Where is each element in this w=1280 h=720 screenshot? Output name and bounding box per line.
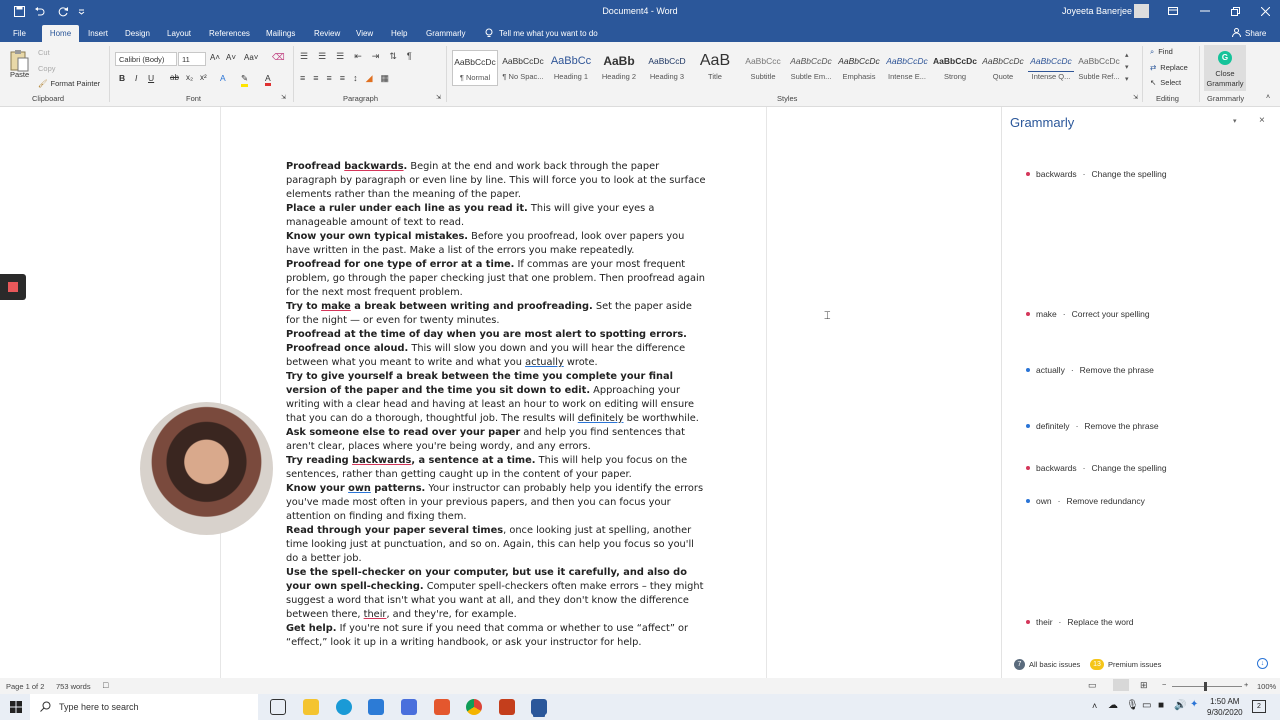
select-button[interactable] xyxy=(1150,78,1181,87)
subscript-icon[interactable]: x₂ xyxy=(186,73,194,82)
bold-text: Know your own typical mistakes. xyxy=(286,231,469,242)
superscript-icon[interactable]: x² xyxy=(200,73,207,82)
style-name: Strong xyxy=(943,72,967,81)
paragraph xyxy=(286,230,706,258)
paragraph-group-label: Paragraph xyxy=(343,94,379,103)
copy-button[interactable]: Copy xyxy=(38,64,56,73)
body-text: If you're not sure if you need that comma or whether to use “affect” or “effect,” look it up in a writing handbook, or ask your instructor for help. xyxy=(286,623,689,648)
bold-button[interactable]: B xyxy=(119,73,126,83)
paragraph xyxy=(286,342,706,370)
network-icon[interactable]: ■ xyxy=(1158,700,1165,711)
multilevel-list-icon[interactable]: ☰ xyxy=(336,51,345,61)
severity-dot xyxy=(1026,424,1030,428)
proofing-icon[interactable]: □ xyxy=(103,680,109,690)
tab-home[interactable]: Home xyxy=(42,25,79,42)
severity-dot xyxy=(1026,499,1030,503)
status-bar xyxy=(0,678,1280,694)
paragraph-row-1 xyxy=(300,51,412,62)
page-left-edge xyxy=(220,107,221,678)
paragraph xyxy=(286,300,706,328)
style-quote[interactable] xyxy=(980,50,1026,86)
align-left-icon[interactable]: ≡ xyxy=(300,73,306,83)
paragraph xyxy=(286,202,706,230)
suggestion-word: backwards xyxy=(1036,169,1077,179)
replace-button[interactable] xyxy=(1150,63,1188,72)
scroll-down-icon[interactable]: ↓ xyxy=(1257,658,1268,669)
customize-icon[interactable] xyxy=(76,4,86,18)
font-name-select[interactable]: Calibri (Body) xyxy=(115,52,177,66)
style-sample: AaBbCcc xyxy=(745,56,781,66)
body-text: Approaching your writing with a clear head and having at least an hour to work on editing will ensure that you can do a thorough, thoughtful job. The results will xyxy=(286,385,695,424)
justify-icon[interactable]: ≡ xyxy=(339,73,346,83)
style-title[interactable] xyxy=(692,50,738,86)
suggestion-card[interactable] xyxy=(1026,463,1167,473)
bold-text: Ask someone else to read over your paper xyxy=(286,427,521,438)
restore-icon[interactable] xyxy=(1228,4,1242,18)
style-sample: AaBbCcDc xyxy=(454,57,496,67)
divider xyxy=(1199,46,1200,102)
file-explorer-icon[interactable] xyxy=(303,699,319,715)
borders-icon[interactable]: ▦ xyxy=(380,73,389,83)
style-name: Quote xyxy=(992,72,1014,81)
line-spacing-icon[interactable]: ↕ xyxy=(353,73,358,83)
suggestion-action: Change the spelling xyxy=(1091,169,1167,179)
body-text: Your instructor can probably help you identify the errors you've made most often in your previous papers, and then you can focus your attention on finding and fixing them. xyxy=(286,483,704,522)
basic-issues-label: All basic issues xyxy=(1029,660,1081,669)
paragraph-dialog-launcher-icon[interactable]: ⇲ xyxy=(436,95,442,101)
style-no-spacing[interactable] xyxy=(500,50,546,86)
text-effects-icon[interactable]: A xyxy=(220,73,226,83)
style-name: Intense E... xyxy=(888,72,926,81)
windows-start-icon[interactable] xyxy=(10,701,22,713)
style-sample: AaB xyxy=(699,52,731,69)
styles-dialog-launcher-icon[interactable]: ⇲ xyxy=(1133,95,1139,101)
paragraph xyxy=(286,370,706,426)
cut-button[interactable]: Cut xyxy=(38,48,50,57)
basic-count-badge: 7 xyxy=(1014,659,1025,670)
zoom-slider[interactable] xyxy=(1172,686,1242,687)
microphone-icon[interactable]: 🎙 xyxy=(1126,700,1139,711)
paragraph xyxy=(286,454,706,482)
body-text: be worthwhile. xyxy=(623,413,699,424)
style-sample: AaBbCcDc xyxy=(982,56,1024,66)
close-icon[interactable] xyxy=(1258,4,1272,18)
tab-references[interactable]: References xyxy=(209,29,250,38)
page-count[interactable]: Page 1 of 2 xyxy=(6,682,45,691)
clarity-suggestion[interactable]: own xyxy=(348,483,371,494)
bold-text: Proofread at the time of day when you are most alert to spotting errors. xyxy=(286,329,687,340)
shrink-font-icon[interactable]: A˅ xyxy=(226,53,237,62)
style-sample: AaBbCcDc xyxy=(838,56,880,66)
divider xyxy=(446,46,447,102)
suggestion-action: Change the spelling xyxy=(1091,463,1167,473)
style-intense-quote[interactable] xyxy=(1028,50,1074,86)
paragraph xyxy=(286,328,706,342)
suggestion-word: definitely xyxy=(1036,421,1070,431)
style-subtle-reference[interactable] xyxy=(1076,50,1122,86)
bold-text: Try reading xyxy=(286,455,353,466)
web-layout-icon[interactable]: ⊞ xyxy=(1140,680,1148,690)
tab-insert[interactable]: Insert xyxy=(88,29,109,38)
panel-close-icon[interactable]: × xyxy=(1259,115,1265,126)
paragraph xyxy=(286,524,706,566)
body-text: This will slow you down and you will hear the difference between what you meant to write and what you xyxy=(286,343,686,368)
style-sample: AaBbCcDc xyxy=(1028,50,1074,72)
clock-date: 9/30/2020 xyxy=(1207,708,1243,717)
shading-icon[interactable]: ◢ xyxy=(365,73,373,83)
body-text: This will help you focus on the sentences, rather than getting caught up in the content of your paper. xyxy=(286,455,688,480)
style-emphasis[interactable] xyxy=(836,50,882,86)
italic-button[interactable]: I xyxy=(135,73,138,83)
severity-dot xyxy=(1026,620,1030,624)
bold-text: Get help. xyxy=(286,623,337,634)
style-name: ¶ Normal xyxy=(459,73,491,82)
body-text: and help you find sentences that aren't clear, places where you're being wordy, and any errors. xyxy=(286,427,685,452)
mail-icon[interactable] xyxy=(368,699,384,715)
separator-dot: · xyxy=(1082,169,1086,179)
recording-indicator[interactable] xyxy=(0,274,26,300)
severity-dot xyxy=(1026,368,1030,372)
spelling-error[interactable]: backwards xyxy=(344,161,404,172)
style-name: Title xyxy=(708,72,722,81)
suggestion-action: Correct your spelling xyxy=(1071,309,1150,319)
close-grammarly-label: Close xyxy=(1215,69,1235,78)
battery-icon[interactable]: ▭ xyxy=(1142,700,1152,711)
style-strong[interactable] xyxy=(932,50,978,86)
align-center-icon[interactable]: ≡ xyxy=(313,73,319,83)
bold-text: Know your xyxy=(286,483,349,494)
suggestion-card[interactable] xyxy=(1026,169,1167,179)
body-text: , and they're, for example. xyxy=(386,609,517,620)
collapse-ribbon-icon[interactable]: ˄ xyxy=(1266,94,1271,101)
page-right-edge xyxy=(766,107,767,678)
style-sample: AaBbCcDc xyxy=(886,56,928,66)
word-count[interactable]: 753 words xyxy=(56,682,91,691)
taskbar xyxy=(0,694,1280,720)
style-name: Emphasis xyxy=(842,72,876,81)
separator-dot: · xyxy=(1070,365,1074,375)
clock-time: 1:50 AM xyxy=(1210,697,1240,706)
separator-dot: · xyxy=(1075,421,1079,431)
align-right-icon[interactable]: ≡ xyxy=(326,73,332,83)
suggestion-card[interactable] xyxy=(1026,365,1154,375)
find-icon: ⌕ xyxy=(1150,47,1155,56)
bold-text: , a sentence at a time. xyxy=(411,455,536,466)
tab-view[interactable]: View xyxy=(356,29,374,38)
tab-review[interactable]: Review xyxy=(314,29,341,38)
webcam-overlay xyxy=(140,402,273,535)
change-case-icon[interactable]: Aa˅ xyxy=(244,53,259,62)
style-heading-3[interactable] xyxy=(644,50,690,86)
style-sample: AaBbCcDc xyxy=(933,56,977,66)
premium-count-badge: 13 xyxy=(1090,659,1104,670)
paragraph xyxy=(286,160,706,202)
suggestion-action: Remove the phrase xyxy=(1084,421,1159,431)
paragraph-row-2 xyxy=(300,73,389,84)
document-title: Document4 - Word xyxy=(602,6,678,16)
numbering-icon[interactable]: ☰ xyxy=(318,51,327,61)
spelling-error[interactable]: their xyxy=(363,609,387,620)
word-icon[interactable] xyxy=(531,699,547,715)
style-name: Heading 1 xyxy=(553,72,589,81)
suggestion-action: Remove the phrase xyxy=(1079,365,1154,375)
text-cursor-icon: ⌶ xyxy=(824,310,831,322)
grammarly-panel xyxy=(1001,107,1280,678)
redo-icon[interactable] xyxy=(56,4,70,18)
grammarly-logo-icon: G xyxy=(1218,51,1232,65)
paragraph xyxy=(286,482,706,524)
separator-dot: · xyxy=(1058,617,1062,627)
severity-dot xyxy=(1026,312,1030,316)
divider xyxy=(1142,46,1143,102)
styles-group-label: Styles xyxy=(777,94,798,103)
suggestion-action: Remove redundancy xyxy=(1066,496,1145,506)
bold-text: Try to xyxy=(286,301,322,312)
style-name: Intense Q... xyxy=(1031,72,1071,81)
premium-issues-button[interactable] xyxy=(1090,659,1161,670)
grammarly-panel-title: Grammarly xyxy=(1010,115,1075,130)
close-grammarly-label-2: Grammarly xyxy=(1206,79,1244,88)
replace-icon: ⇄ xyxy=(1150,63,1157,72)
suggestion-card[interactable] xyxy=(1026,421,1159,431)
show-marks-icon[interactable]: ¶ xyxy=(406,51,412,61)
separator-dot: · xyxy=(1057,496,1061,506)
tell-me-text: Tell me what you want to do xyxy=(499,29,598,38)
divider xyxy=(109,46,110,102)
style-sample: AaBbCcDc xyxy=(502,56,544,66)
font-group-label: Font xyxy=(186,94,202,103)
bold-text: Proofread xyxy=(286,161,345,172)
zoom-level[interactable]: 100% xyxy=(1257,682,1277,691)
paragraph xyxy=(286,258,706,300)
person-icon xyxy=(1232,28,1241,39)
paragraph xyxy=(286,622,706,650)
lightbulb-icon xyxy=(485,28,493,40)
suggestion-card[interactable] xyxy=(1026,617,1134,627)
tab-design[interactable]: Design xyxy=(125,29,150,38)
style-sample: AaBbCcD xyxy=(648,56,686,66)
style-sample: AaBbCcDc xyxy=(1078,56,1120,66)
search-placeholder: Type here to search xyxy=(59,702,139,712)
spelling-error[interactable]: make xyxy=(321,301,351,312)
editing-group-label: Editing xyxy=(1156,94,1179,103)
premium-issues-label: Premium issues xyxy=(1108,660,1162,669)
suggestion-word: their xyxy=(1036,617,1053,627)
grow-font-icon[interactable]: A˄ xyxy=(210,53,221,62)
show-hidden-icons-icon[interactable]: ˄ xyxy=(1092,701,1098,711)
body-text: Computer spell-checkers often make errors – they might suggest a word that isn't what you want at all, and they don't know the difference between there, xyxy=(286,581,704,620)
style-intense-emphasis[interactable] xyxy=(884,50,930,86)
bullets-icon[interactable]: ☰ xyxy=(300,51,309,61)
zoom-out-icon[interactable]: − xyxy=(1162,680,1167,689)
tell-me-box[interactable] xyxy=(481,25,602,42)
save-icon[interactable] xyxy=(12,4,26,18)
share-button[interactable] xyxy=(1228,25,1270,42)
clipboard-group-label: Clipboard xyxy=(32,94,65,103)
font-dialog-launcher-icon[interactable]: ⇲ xyxy=(281,95,287,101)
select-icon: ↖ xyxy=(1150,78,1157,87)
volume-icon[interactable]: 🔊 xyxy=(1174,700,1187,711)
zoom-slider-thumb[interactable] xyxy=(1204,682,1207,691)
style-subtitle[interactable] xyxy=(740,50,786,86)
style-sample: AaBbCc xyxy=(550,55,592,67)
print-layout-icon[interactable] xyxy=(1113,679,1129,691)
styles-scroll-icon[interactable]: ▴ ▾ ▾ xyxy=(1125,52,1129,83)
increase-indent-icon[interactable]: ⇥ xyxy=(371,51,380,61)
body-text: , once looking just at spelling, another time looking just at punctuation, and so on. Again, this can help you focus so you'll do a better job. xyxy=(286,525,694,564)
highlight-icon[interactable]: ✎ xyxy=(241,73,248,87)
user-avatar[interactable] xyxy=(1134,4,1149,18)
body-text: Set the paper aside for the night — or even for twenty minutes. xyxy=(286,301,692,326)
title-bar xyxy=(0,0,1280,22)
suggestion-word: make xyxy=(1036,309,1057,319)
suggestion-action: Replace the word xyxy=(1067,617,1134,627)
severity-dot xyxy=(1026,466,1030,470)
onedrive-icon[interactable]: ☁ xyxy=(1108,700,1118,711)
body-text: If commas are your most frequent problem, go through the paper checking just that one problem. Then proofread again for the next most frequent problem. xyxy=(286,259,705,298)
powerpoint-icon[interactable] xyxy=(499,699,515,715)
separator-dot: · xyxy=(1062,309,1066,319)
select-label: Select xyxy=(1160,78,1182,87)
body-text: This will give your eyes a manageable amount of text to read. xyxy=(286,203,655,228)
bold-text: Proofread once aloud. xyxy=(286,343,409,354)
replace-label: Replace xyxy=(1160,63,1188,72)
decrease-indent-icon[interactable]: ⇤ xyxy=(354,51,362,61)
bold-text: Use the spell-checker on your computer, but use it carefully, and also do your own spell-checking. xyxy=(286,567,687,592)
ribbon-display-icon[interactable] xyxy=(1166,4,1180,18)
tab-mailings[interactable]: Mailings xyxy=(266,29,296,38)
suggestion-card[interactable] xyxy=(1026,496,1145,506)
spelling-error[interactable]: backwards xyxy=(352,455,412,466)
taskbar-search-box[interactable] xyxy=(30,694,258,720)
grammarly-group-label: Grammarly xyxy=(1207,94,1245,103)
suggestion-word: backwards xyxy=(1036,463,1077,473)
style-heading-1[interactable] xyxy=(548,50,594,86)
all-basic-issues-button[interactable] xyxy=(1014,659,1080,670)
suggestion-card[interactable] xyxy=(1026,309,1150,319)
close-grammarly-button[interactable] xyxy=(1204,45,1246,91)
tab-help[interactable]: Help xyxy=(391,29,408,38)
share-label: Share xyxy=(1245,29,1267,38)
style-name: ¶ No Spac... xyxy=(502,72,544,81)
search-icon xyxy=(40,701,51,714)
suggestion-word: actually xyxy=(1036,365,1065,375)
document-body[interactable] xyxy=(286,160,706,650)
divider xyxy=(293,46,294,102)
body-text: Before you proofread, look over papers you have written in the past. Make a list of the errors you make repeatedly. xyxy=(286,231,685,256)
read-mode-icon[interactable]: ▭ xyxy=(1088,680,1097,690)
sort-icon[interactable]: ⇅ xyxy=(389,51,397,61)
underline-button[interactable]: U xyxy=(148,73,155,83)
minimize-icon[interactable] xyxy=(1198,4,1212,18)
severity-dot xyxy=(1026,172,1030,176)
app-icon[interactable] xyxy=(401,699,417,715)
edge-browser-icon[interactable] xyxy=(336,699,352,715)
office-icon[interactable] xyxy=(434,699,450,715)
bold-text: a break between writing and proofreading. xyxy=(350,301,593,312)
chrome-icon[interactable] xyxy=(466,699,482,715)
bold-text: Proofread for one type of error at a time. xyxy=(286,259,515,270)
style-name: Subtle Em... xyxy=(790,72,832,81)
bold-text: Place a ruler under each line as you read it. xyxy=(286,203,528,214)
clarity-suggestion[interactable]: actually xyxy=(525,357,564,368)
tab-grammarly[interactable]: Grammarly xyxy=(426,29,466,38)
style-name: Heading 3 xyxy=(649,72,685,81)
tab-layout[interactable]: Layout xyxy=(167,29,192,38)
undo-icon[interactable] xyxy=(32,4,46,18)
ribbon-home xyxy=(0,42,1280,107)
tab-file[interactable]: File xyxy=(13,29,26,38)
style-name: Subtle Ref... xyxy=(1078,72,1120,81)
clarity-suggestion[interactable]: definitely xyxy=(577,413,624,424)
style-subtle-emphasis[interactable] xyxy=(788,50,834,86)
format-painter-button[interactable] xyxy=(38,79,100,88)
suggestion-word: own xyxy=(1036,496,1052,506)
body-text: wrote. xyxy=(563,357,598,368)
style-name: Heading 2 xyxy=(601,72,637,81)
find-label: Find xyxy=(1158,47,1173,56)
paste-button[interactable]: Paste xyxy=(10,70,30,79)
task-view-icon[interactable] xyxy=(270,699,286,715)
bold-text: Try to give yourself a break between the time you complete your final version of the paper and the time you sit down to edit. xyxy=(286,371,673,396)
separator-dot: · xyxy=(1082,463,1086,473)
strikethrough-icon[interactable]: ab xyxy=(170,73,179,82)
style-sample: AaBb xyxy=(603,54,635,68)
style-heading-2[interactable] xyxy=(596,50,642,86)
paragraph xyxy=(286,426,706,454)
font-color-icon[interactable]: A xyxy=(265,73,271,86)
style-sample: AaBbCcDc xyxy=(790,56,832,66)
find-button[interactable] xyxy=(1150,47,1173,57)
body-text: Begin at the end and work back through the paper paragraph by paragraph or even line by line. This will force you to look at the surface elements rather than the meaning of the paper. xyxy=(286,161,706,200)
notifications-icon[interactable]: 2 xyxy=(1252,700,1266,713)
format-painter-label: Format Painter xyxy=(50,79,101,88)
bold-text: . xyxy=(403,161,408,172)
panel-options-icon[interactable]: ▾ xyxy=(1233,118,1237,125)
clear-formatting-icon[interactable]: ⌫ xyxy=(272,52,285,62)
style-name: Subtitle xyxy=(750,72,776,81)
paragraph xyxy=(286,566,706,622)
bold-text: patterns. xyxy=(370,483,426,494)
paintbrush-icon: 🖌 xyxy=(38,79,48,88)
zoom-in-icon[interactable]: + xyxy=(1244,680,1249,689)
bold-text: Read through your paper several times xyxy=(286,525,504,536)
style-normal[interactable] xyxy=(452,50,498,86)
ribbon-tabs xyxy=(0,22,1280,42)
bluetooth-icon[interactable]: ✦ xyxy=(1190,699,1199,710)
clock[interactable] xyxy=(1207,696,1243,718)
user-name[interactable]: Joyeeta Banerjee xyxy=(1061,6,1132,16)
font-size-select[interactable]: 11 xyxy=(178,52,206,66)
